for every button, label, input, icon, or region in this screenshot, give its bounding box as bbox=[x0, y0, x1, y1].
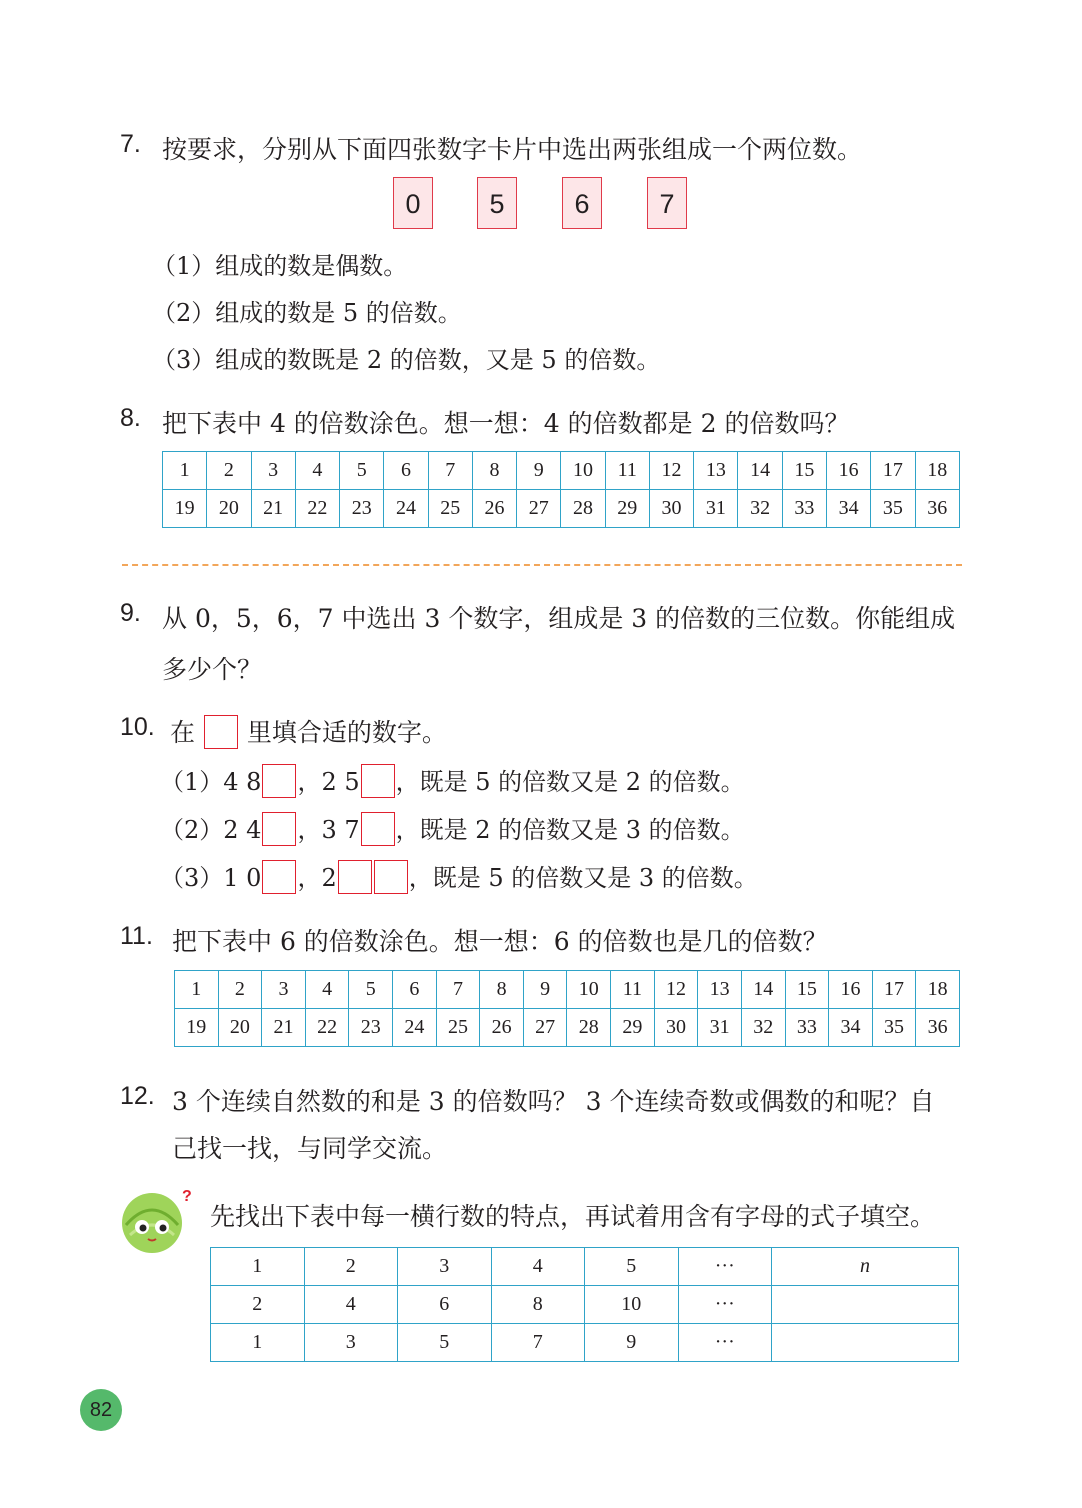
answer-box-example bbox=[204, 715, 238, 749]
q11-text: 把下表中 6 的倍数涂色。想一想：6 的倍数也是几的倍数？ bbox=[172, 927, 828, 956]
table-cell: 1 bbox=[175, 971, 219, 1009]
q8-number: 8. bbox=[120, 404, 141, 432]
table-cell: 36 bbox=[916, 1009, 960, 1047]
separator: ， bbox=[297, 864, 322, 892]
table-cell: 30 bbox=[654, 1009, 698, 1047]
table-cell: 25 bbox=[428, 490, 472, 528]
table-row bbox=[175, 971, 960, 1009]
table-cell: 5 bbox=[340, 452, 384, 490]
table-row bbox=[211, 1286, 959, 1324]
table-cell: 2 bbox=[304, 1248, 398, 1286]
table-cell: 33 bbox=[785, 1009, 829, 1047]
table-cell: 8 bbox=[491, 1286, 585, 1324]
table-cell: 14 bbox=[738, 452, 782, 490]
answer-box[interactable] bbox=[361, 812, 395, 846]
answer-box[interactable] bbox=[374, 860, 408, 894]
table-cell: 1 bbox=[211, 1324, 305, 1362]
q11-number-table bbox=[174, 970, 960, 1047]
cabbage-mascot-icon bbox=[116, 1185, 194, 1257]
table-row bbox=[211, 1324, 959, 1362]
item-text: ，既是 5 的倍数又是 3 的倍数。 bbox=[408, 864, 758, 892]
table-cell: 33 bbox=[782, 490, 826, 528]
table-cell: 34 bbox=[826, 490, 870, 528]
table-cell: 5 bbox=[349, 971, 393, 1009]
table-cell: 22 bbox=[295, 490, 339, 528]
item-text: ，既是 5 的倍数又是 2 的倍数。 bbox=[395, 768, 745, 796]
number-prefix: 2 bbox=[321, 864, 337, 892]
q10-item-2 bbox=[160, 810, 745, 846]
table-cell: 27 bbox=[517, 490, 561, 528]
page-number: 82 bbox=[80, 1389, 122, 1431]
table-cell: 34 bbox=[829, 1009, 873, 1047]
answer-box[interactable] bbox=[262, 764, 296, 798]
table-cell: 6 bbox=[384, 452, 428, 490]
table-cell: 12 bbox=[649, 452, 693, 490]
q10-text bbox=[170, 713, 447, 749]
table-cell: 26 bbox=[480, 1009, 524, 1047]
q10-pre: 在 bbox=[170, 718, 196, 747]
table-cell: 23 bbox=[349, 1009, 393, 1047]
number-prefix: 4 8 bbox=[223, 768, 262, 796]
table-cell: 14 bbox=[741, 971, 785, 1009]
q12-line-2: 己找一找，与同学交流。 bbox=[172, 1134, 448, 1163]
svg-text:?: ? bbox=[182, 1188, 192, 1205]
table-cell: 4 bbox=[305, 971, 349, 1009]
table-cell: 26 bbox=[472, 490, 516, 528]
number-prefix: 2 4 bbox=[223, 816, 262, 844]
table-cell: 13 bbox=[694, 452, 738, 490]
item-label: （1） bbox=[160, 768, 224, 796]
digit-card-7: 7 bbox=[647, 177, 687, 229]
table-cell: 36 bbox=[915, 490, 959, 528]
table-cell: n bbox=[772, 1248, 959, 1286]
q10-post: 里填合适的数字。 bbox=[246, 718, 447, 747]
table-cell: 3 bbox=[251, 452, 295, 490]
q12-line-1: 3 个连续自然数的和是 3 的倍数吗？ 3 个连续奇数或偶数的和呢？自 bbox=[172, 1087, 935, 1116]
item-text: ，既是 2 的倍数又是 3 的倍数。 bbox=[395, 816, 745, 844]
table-cell: 12 bbox=[654, 971, 698, 1009]
table-cell: 3 bbox=[304, 1324, 398, 1362]
table-cell: 29 bbox=[611, 1009, 655, 1047]
table-cell: 19 bbox=[163, 490, 207, 528]
table-cell: 7 bbox=[491, 1324, 585, 1362]
answer-box[interactable] bbox=[262, 860, 296, 894]
table-cell: 8 bbox=[472, 452, 516, 490]
table-cell: 32 bbox=[741, 1009, 785, 1047]
table-cell: 4 bbox=[491, 1248, 585, 1286]
table-cell: 4 bbox=[295, 452, 339, 490]
table-cell: 11 bbox=[605, 452, 649, 490]
table-cell: 10 bbox=[561, 452, 605, 490]
table-cell: 15 bbox=[785, 971, 829, 1009]
table-cell: ··· bbox=[678, 1248, 772, 1286]
section-divider bbox=[122, 564, 962, 566]
table-cell: 16 bbox=[826, 452, 870, 490]
table-cell: 2 bbox=[207, 452, 251, 490]
pattern-table bbox=[210, 1247, 959, 1362]
table-cell: 19 bbox=[175, 1009, 219, 1047]
table-cell: 2 bbox=[218, 971, 262, 1009]
table-cell bbox=[772, 1324, 959, 1362]
table-cell: 11 bbox=[611, 971, 655, 1009]
digit-card-6: 6 bbox=[562, 177, 602, 229]
number-prefix: 3 7 bbox=[321, 816, 360, 844]
table-cell: 29 bbox=[605, 490, 649, 528]
table-row bbox=[163, 490, 960, 528]
separator: ， bbox=[297, 816, 322, 844]
q8-number-table bbox=[162, 451, 960, 528]
table-cell: 35 bbox=[872, 1009, 916, 1047]
answer-box[interactable] bbox=[361, 764, 395, 798]
table-cell: ··· bbox=[678, 1324, 772, 1362]
table-cell: 28 bbox=[561, 490, 605, 528]
q10-number: 10. bbox=[120, 713, 155, 741]
q7-item-3: （3）组成的数既是 2 的倍数，又是 5 的倍数。 bbox=[152, 346, 661, 374]
table-cell: 6 bbox=[393, 971, 437, 1009]
answer-box[interactable] bbox=[262, 812, 296, 846]
table-cell: 31 bbox=[698, 1009, 742, 1047]
table-cell: 8 bbox=[480, 971, 524, 1009]
table-cell: 9 bbox=[523, 971, 567, 1009]
table-cell: 35 bbox=[871, 490, 915, 528]
q10-item-1 bbox=[160, 762, 745, 798]
table-cell: 5 bbox=[585, 1248, 679, 1286]
table-cell: 18 bbox=[916, 971, 960, 1009]
table-cell: 16 bbox=[829, 971, 873, 1009]
table-cell: 30 bbox=[649, 490, 693, 528]
table-cell: 17 bbox=[871, 452, 915, 490]
table-cell: 7 bbox=[436, 971, 480, 1009]
digit-card-5: 5 bbox=[477, 177, 517, 229]
q10-item-3 bbox=[160, 858, 758, 894]
table-cell: 10 bbox=[567, 971, 611, 1009]
table-cell: 10 bbox=[585, 1286, 679, 1324]
table-cell: 9 bbox=[517, 452, 561, 490]
item-label: （3） bbox=[160, 864, 224, 892]
table-cell: ··· bbox=[678, 1286, 772, 1324]
q9-line-2: 多少个？ bbox=[162, 655, 263, 684]
table-cell: 4 bbox=[304, 1286, 398, 1324]
table-cell: 9 bbox=[585, 1324, 679, 1362]
q7-text: 按要求，分别从下面四张数字卡片中选出两张组成一个两位数。 bbox=[162, 135, 863, 164]
table-cell: 3 bbox=[262, 971, 306, 1009]
table-row bbox=[163, 452, 960, 490]
table-cell: 2 bbox=[211, 1286, 305, 1324]
separator: ， bbox=[297, 768, 322, 796]
table-cell: 32 bbox=[738, 490, 782, 528]
table-cell: 22 bbox=[305, 1009, 349, 1047]
table-cell: 31 bbox=[694, 490, 738, 528]
table-row bbox=[175, 1009, 960, 1047]
table-cell: 23 bbox=[340, 490, 384, 528]
table-cell: 6 bbox=[398, 1286, 492, 1324]
q7-item-1: （1）组成的数是偶数。 bbox=[152, 252, 408, 280]
q7-item-2: （2）组成的数是 5 的倍数。 bbox=[152, 299, 462, 327]
table-cell: 3 bbox=[398, 1248, 492, 1286]
table-cell: 7 bbox=[428, 452, 472, 490]
answer-box[interactable] bbox=[338, 860, 372, 894]
table-cell bbox=[772, 1286, 959, 1324]
table-cell: 15 bbox=[782, 452, 826, 490]
table-cell: 21 bbox=[262, 1009, 306, 1047]
table-cell: 20 bbox=[218, 1009, 262, 1047]
number-prefix: 2 5 bbox=[321, 768, 360, 796]
table-cell: 1 bbox=[211, 1248, 305, 1286]
digit-card-0: 0 bbox=[393, 177, 433, 229]
q9-number: 9. bbox=[120, 599, 141, 627]
item-label: （2） bbox=[160, 816, 224, 844]
table-cell: 1 bbox=[163, 452, 207, 490]
q7-number: 7. bbox=[120, 130, 141, 158]
table-cell: 21 bbox=[251, 490, 295, 528]
tip-text: 先找出下表中每一横行数的特点，再试着用含有字母的式子填空。 bbox=[210, 1202, 936, 1231]
q12-number: 12. bbox=[120, 1082, 155, 1110]
table-cell: 20 bbox=[207, 490, 251, 528]
table-cell: 25 bbox=[436, 1009, 480, 1047]
q11-number: 11. bbox=[120, 922, 153, 950]
table-cell: 24 bbox=[393, 1009, 437, 1047]
table-row bbox=[211, 1248, 959, 1286]
number-prefix: 1 0 bbox=[223, 864, 262, 892]
table-cell: 18 bbox=[915, 452, 959, 490]
q8-text: 把下表中 4 的倍数涂色。想一想：4 的倍数都是 2 的倍数吗？ bbox=[162, 409, 850, 438]
table-cell: 17 bbox=[872, 971, 916, 1009]
table-cell: 27 bbox=[523, 1009, 567, 1047]
table-cell: 13 bbox=[698, 971, 742, 1009]
q9-line-1: 从 0，5，6，7 中选出 3 个数字，组成是 3 的倍数的三位数。你能组成 bbox=[162, 604, 956, 633]
table-cell: 28 bbox=[567, 1009, 611, 1047]
table-cell: 24 bbox=[384, 490, 428, 528]
table-cell: 5 bbox=[398, 1324, 492, 1362]
